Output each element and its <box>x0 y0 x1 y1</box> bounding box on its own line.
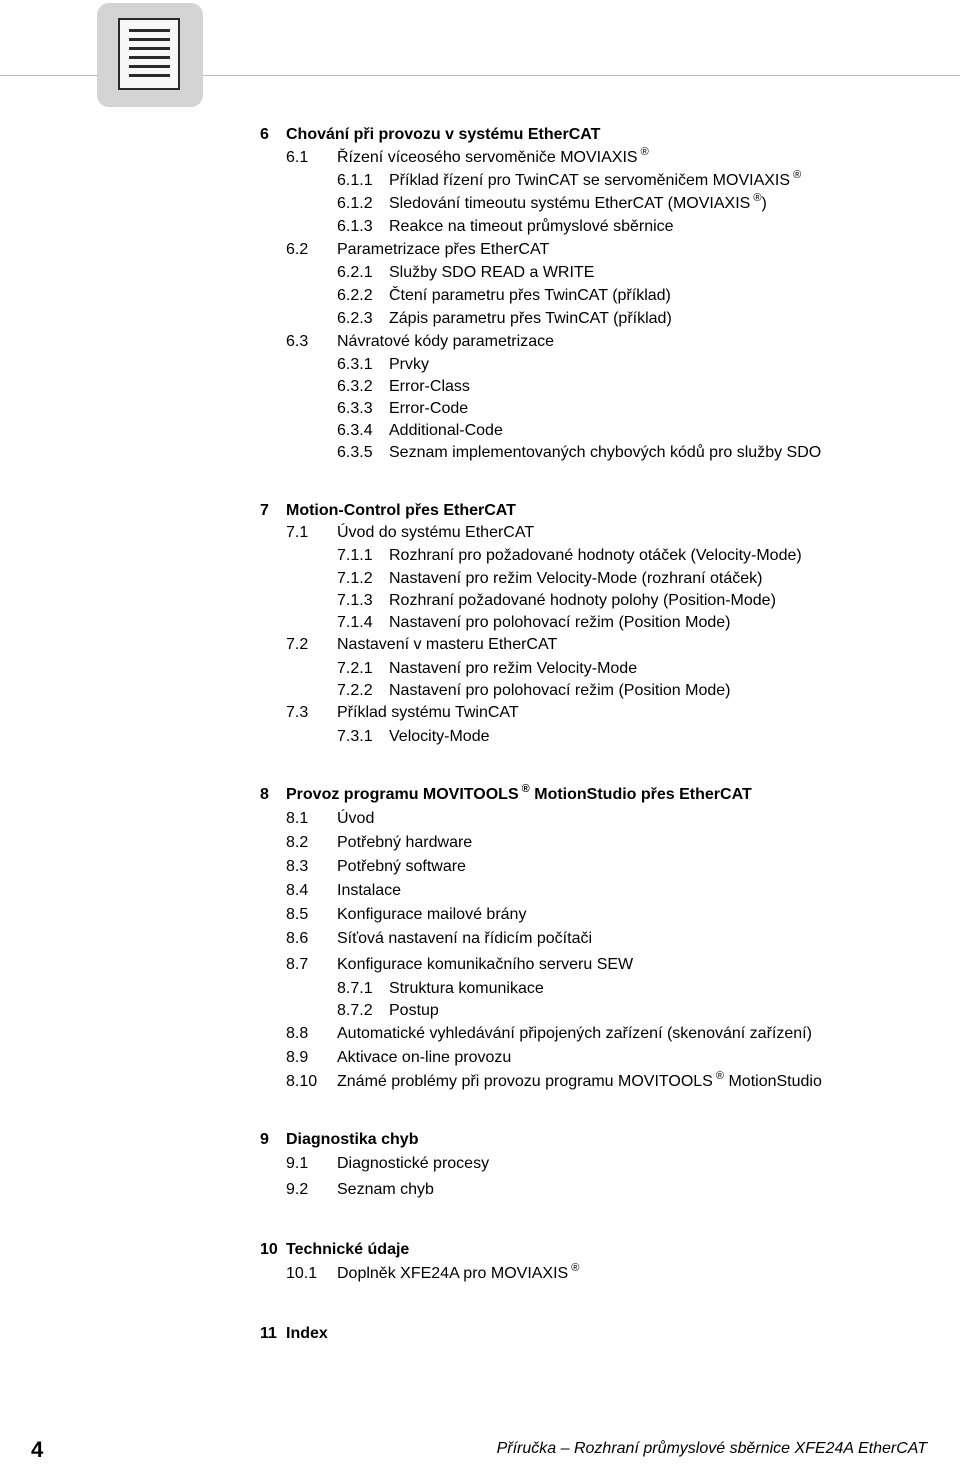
table-of-contents: 6 Chování při provozu v systému EtherCAT 6.1 Řízení víceosého servoměniče MOVIAXIS ® 6.1.1 Příklad řízení pro TwinCAT se servoměničem MOVIAXIS ® 6.1.2 Sledování timeoutu systému EtherCAT (MOVIAXIS ®) 6.1.3 Reakce na timeout průmyslové sběrnice 6.2 Parametrizace přes EtherCAT 6.2.1 Služby SDO READ a WRITE 6.2.2 Čtení parametru přes TwinCAT (příklad) 6.2.3 Zápis parametru přes TwinCAT (příklad) 6.3 Návratové kódy parametrizace 6.3.1 Prvky 6.3.2 Error-Class 6.3.3 Error-Code 6.3.4 Additional-Code 6.3.5 Seznam implementovaných chybových kódů pro služby SDO 7 Motion-Control přes EtherCAT 7.1 Úvod do systému EtherCAT 7.1.1 Rozhraní pro požadované hodnoty otáček (Velocity-Mode) 7.1.2 Nastavení pro režim Velocity-Mode (rozhraní otáček) 7.1.3 Rozhraní požadované hodnoty polohy (Position-Mode) 7.1.4 Nastavení pro polohovací režim (Position Mode) 7.2 Nastavení v masteru EtherCAT 7.2.1 Nastavení pro režim Velocity-Mode 7.2.2 Nastavení pro polohovací režim (Position Mode) 7.3 Příklad systému TwinCAT 7.3.1 Velocity-Mode 8 Provoz programu MOVITOOLS ® MotionStudio přes EtherCAT 8.1 Úvod 8.2 Potřebný hardware 8.3 Potřebný software 8.4 Instalace 8.5 Konfigurace mailové brány 8.6 Síťová nastavení na řídicím počítači 8.7 Konfigurace komunikačního serveru SEW 8.7.1 Struktura komunikace 8.7.2 Postup 8.8 Automatické vyhledávání připojených zařízení (skenování zařízení) 8.9 Aktivace on-line provozu 8.10 Známé problémy při provozu programu MOVITOOLS ® MotionStudio 9 Diagnostika chyb 9.1 Diagnostické procesy 9.2 Seznam chyb 10 Technické údaje 10.1 Doplněk XFE24A pro MOVIAXIS ® 11 Index <box>0 0 960 1400</box>
toc-entry-number: 6.3.1 <box>337 356 373 373</box>
toc-entry-number: 8.7.1 <box>337 980 373 997</box>
toc-entry-number: 6.1.3 <box>337 218 373 235</box>
toc-entry-number: 6.1.1 <box>337 172 373 189</box>
registered-mark: ® <box>637 145 649 158</box>
toc-entry-number: 8.7 <box>286 956 309 973</box>
toc-entry-number: 7.3.1 <box>337 728 373 745</box>
registered-mark: ® <box>790 168 802 181</box>
toc-entry-number: 8.1 <box>286 810 309 827</box>
toc-entry-number: 11 <box>260 1325 277 1342</box>
toc-entry-number: 8.7.2 <box>337 1002 373 1019</box>
toc-entry-number: 6.1 <box>286 149 309 166</box>
toc-entry-number: 7.2.1 <box>337 660 373 677</box>
toc-entry-number: 6.2 <box>286 241 309 258</box>
registered-mark: ® <box>518 782 530 795</box>
toc-entry-number: 6.2.1 <box>337 264 373 281</box>
toc-entry-number: 6.3.5 <box>337 444 373 461</box>
toc-entry-number: 6.1.2 <box>337 195 373 212</box>
toc-entry-number: 9.2 <box>286 1181 309 1198</box>
footer-title: Příručka – Rozhraní průmyslové sběrnice XFE24A EtherCAT <box>496 1440 927 1457</box>
toc-entry-number: 7.3 <box>286 704 309 721</box>
toc-entry-number: 8.2 <box>286 834 309 851</box>
toc-entry-number: 6.3.3 <box>337 400 373 417</box>
toc-entry-number: 6.2.3 <box>337 310 373 327</box>
toc-entry-number: 8.8 <box>286 1025 309 1042</box>
toc-entry-number: 6.3.2 <box>337 378 373 395</box>
page-number: 4 <box>31 1437 44 1462</box>
toc-entry-number: 8.3 <box>286 858 309 875</box>
toc-entry-number: 7.1.4 <box>337 614 373 631</box>
toc-entry-number: 7.1.2 <box>337 570 373 587</box>
toc-entry-number: 6 <box>260 126 269 143</box>
toc-entry-number: 8.6 <box>286 930 309 947</box>
toc-entry-number: 10 <box>260 1241 278 1258</box>
toc-entry-number: 7 <box>260 502 269 519</box>
toc-entry-number: 8 <box>260 786 269 803</box>
toc-entry-number: 8.4 <box>286 882 309 899</box>
toc-entry-number: 7.1.1 <box>337 547 373 564</box>
toc-entry-number: 9 <box>260 1131 269 1148</box>
toc-entry-number: 7.1.3 <box>337 592 373 609</box>
toc-entry-number: 8.10 <box>286 1073 318 1090</box>
registered-mark: ® <box>568 1261 580 1274</box>
toc-entry-number: 6.3.4 <box>337 422 373 439</box>
toc-entry-number: 7.2 <box>286 636 309 653</box>
registered-mark: ® <box>750 191 762 204</box>
toc-entry-number: 6.2.2 <box>337 287 373 304</box>
toc-entry-number: 8.9 <box>286 1049 309 1066</box>
toc-entry-number: 9.1 <box>286 1155 309 1172</box>
toc-entry-number: 7.2.2 <box>337 682 373 699</box>
toc-entry-number: 6.3 <box>286 333 309 350</box>
toc-entry-number: 8.5 <box>286 906 309 923</box>
registered-mark: ® <box>712 1069 725 1082</box>
toc-entry-number: 10.1 <box>286 1265 318 1282</box>
toc-entry-number: 7.1 <box>286 524 309 541</box>
